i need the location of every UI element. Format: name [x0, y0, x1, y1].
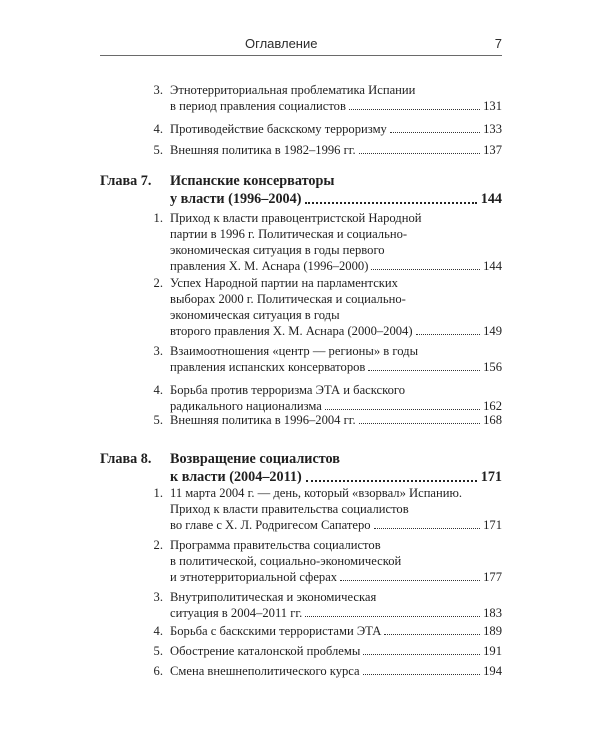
entry-number: 2. — [153, 538, 163, 552]
entry-number: 6. — [153, 664, 163, 678]
entry-line — [170, 121, 502, 137]
dot-leader — [374, 517, 481, 529]
entry-text: у власти (1996–2004) — [170, 191, 302, 207]
entry-text: 11 марта 2004 г. — день, который «взорвал» Испанию. — [170, 486, 463, 500]
header-title: Оглавление — [245, 36, 318, 51]
dot-leader — [305, 190, 476, 204]
entry-title — [170, 142, 502, 158]
chapter-label: Глава 7. — [100, 173, 152, 189]
page-number: 194 — [483, 664, 502, 678]
entry-line — [170, 190, 502, 208]
entry-text: к власти (2004–2011) — [170, 469, 302, 485]
entry-text: в период правления социалистов — [170, 99, 346, 113]
entry-line — [170, 307, 502, 323]
entry-title — [170, 82, 502, 114]
entry-number: 4. — [153, 624, 163, 638]
entry-text: Приход к власти правоцентристской Народной — [170, 211, 422, 225]
entry-number: 5. — [153, 644, 163, 658]
entry-text: в политической, социально-экономической — [170, 554, 402, 568]
entry-line — [170, 226, 502, 242]
entry-title — [170, 210, 502, 274]
entry-title — [170, 537, 502, 585]
entry-number: 3. — [153, 83, 163, 97]
dot-leader — [384, 623, 480, 635]
entry-line — [170, 382, 502, 398]
dot-leader — [416, 323, 481, 335]
entry-number: 4. — [153, 122, 163, 136]
page-number: 171 — [483, 518, 502, 532]
dot-leader — [390, 121, 480, 133]
page-number: 144 — [483, 259, 502, 273]
entry-text: Борьба с баскскими террористами ЭТА — [170, 624, 382, 638]
entry-line — [170, 172, 502, 190]
dot-leader — [305, 605, 480, 617]
entry-line — [170, 82, 502, 98]
entry-text: Этнотерриториальная проблематика Испании — [170, 83, 416, 97]
entry-number: 1. — [153, 211, 163, 225]
entry-line — [170, 589, 502, 605]
entry-line — [170, 242, 502, 258]
entry-title — [170, 643, 502, 659]
entry-line — [170, 517, 502, 533]
dot-leader — [340, 569, 480, 581]
dot-leader — [363, 643, 480, 655]
entry-number: 2. — [153, 276, 163, 290]
entry-line — [170, 468, 502, 486]
dot-leader — [368, 359, 480, 371]
entry-text: Смена внешнеполитического курса — [170, 664, 360, 678]
entry-number: 3. — [153, 344, 163, 358]
entry-number: 5. — [153, 143, 163, 157]
page-number: 131 — [483, 99, 502, 113]
entry-line — [170, 98, 502, 114]
entry-text: экономическая ситуация в годы — [170, 308, 340, 322]
entry-text: Борьба против терроризма ЭТА и баскского — [170, 383, 406, 397]
entry-title — [170, 382, 502, 414]
page-number: 191 — [483, 644, 502, 658]
entry-line — [170, 450, 502, 468]
entry-title — [170, 485, 502, 533]
entry-line — [170, 553, 502, 569]
entry-title — [170, 623, 502, 639]
entry-line — [170, 275, 502, 291]
entry-line — [170, 291, 502, 307]
page-number: 144 — [480, 191, 502, 207]
entry-text: Внешняя политика в 1982–1996 гг. — [170, 143, 356, 157]
page-number: 168 — [483, 413, 502, 427]
entry-text: во главе с Х. Л. Родригесом Сапатеро — [170, 518, 371, 532]
entry-text: выборах 2000 г. Политическая и социально- — [170, 292, 406, 306]
chapter-title — [170, 172, 502, 208]
page-number: 171 — [480, 469, 502, 485]
entry-text: второго правления Х. М. Аснара (2000–2004) — [170, 324, 413, 338]
entry-text: Возвращение социалистов — [170, 451, 340, 467]
entry-line — [170, 663, 502, 679]
entry-title — [170, 121, 502, 137]
entry-text: Успех Народной партии на парламентских — [170, 276, 398, 290]
entry-text: ситуация в 2004–2011 гг. — [170, 606, 303, 620]
entry-text: правления Х. М. Аснара (1996–2000) — [170, 259, 369, 273]
entry-text: экономическая ситуация в годы первого — [170, 243, 385, 257]
entry-text: Испанские консерваторы — [170, 173, 335, 189]
entry-line — [170, 605, 502, 621]
entry-text: и этнотерриториальной сферах — [170, 570, 338, 584]
entry-text: Обострение каталонской проблемы — [170, 644, 361, 658]
entry-line — [170, 569, 502, 585]
entry-text: Взаимоотношения «центр — регионы» в годы — [170, 344, 419, 358]
entry-text: партии в 1996 г. Политическая и социально- — [170, 227, 408, 241]
entry-line — [170, 643, 502, 659]
entry-title — [170, 589, 502, 621]
entry-text: Программа правительства социалистов — [170, 538, 381, 552]
dot-leader — [349, 98, 480, 110]
entry-number: 4. — [153, 383, 163, 397]
entry-line — [170, 485, 502, 501]
dot-leader — [325, 398, 480, 410]
entry-line — [170, 210, 502, 226]
dot-leader — [359, 142, 480, 154]
entry-line — [170, 359, 502, 375]
chapter-label: Глава 8. — [100, 451, 152, 467]
entry-line — [170, 343, 502, 359]
dot-leader — [363, 663, 480, 675]
entry-line — [170, 412, 502, 428]
chapter-title — [170, 450, 502, 486]
entry-number: 1. — [153, 486, 163, 500]
page-number: 177 — [483, 570, 502, 584]
page-number: 162 — [483, 399, 502, 413]
entry-number: 5. — [153, 413, 163, 427]
entry-text: радикального национализма — [170, 399, 322, 413]
page-number: 149 — [483, 324, 502, 338]
entry-number: 3. — [153, 590, 163, 604]
page-number: 189 — [483, 624, 502, 638]
entry-text: Противодействие баскскому терроризму — [170, 122, 387, 136]
entry-title — [170, 343, 502, 375]
entry-line — [170, 258, 502, 274]
entry-line — [170, 323, 502, 339]
page-number: 137 — [483, 143, 502, 157]
entry-line — [170, 142, 502, 158]
page-number: 133 — [483, 122, 502, 136]
page-number: 183 — [483, 606, 502, 620]
dot-leader — [359, 412, 480, 424]
entry-text: Внешняя политика в 1996–2004 гг. — [170, 413, 356, 427]
entry-line — [170, 537, 502, 553]
entry-title — [170, 663, 502, 679]
entry-line — [170, 501, 502, 517]
entry-text: Приход к власти правительства социалистов — [170, 502, 409, 516]
entry-text: правления испанских консерваторов — [170, 360, 366, 374]
header-page-number: 7 — [494, 36, 502, 51]
entry-line — [170, 623, 502, 639]
page-number: 156 — [483, 360, 502, 374]
entry-title — [170, 412, 502, 428]
dot-leader — [306, 468, 477, 482]
entry-text: Внутриполитическая и экономическая — [170, 590, 377, 604]
dot-leader — [371, 258, 480, 270]
entry-title — [170, 275, 502, 339]
